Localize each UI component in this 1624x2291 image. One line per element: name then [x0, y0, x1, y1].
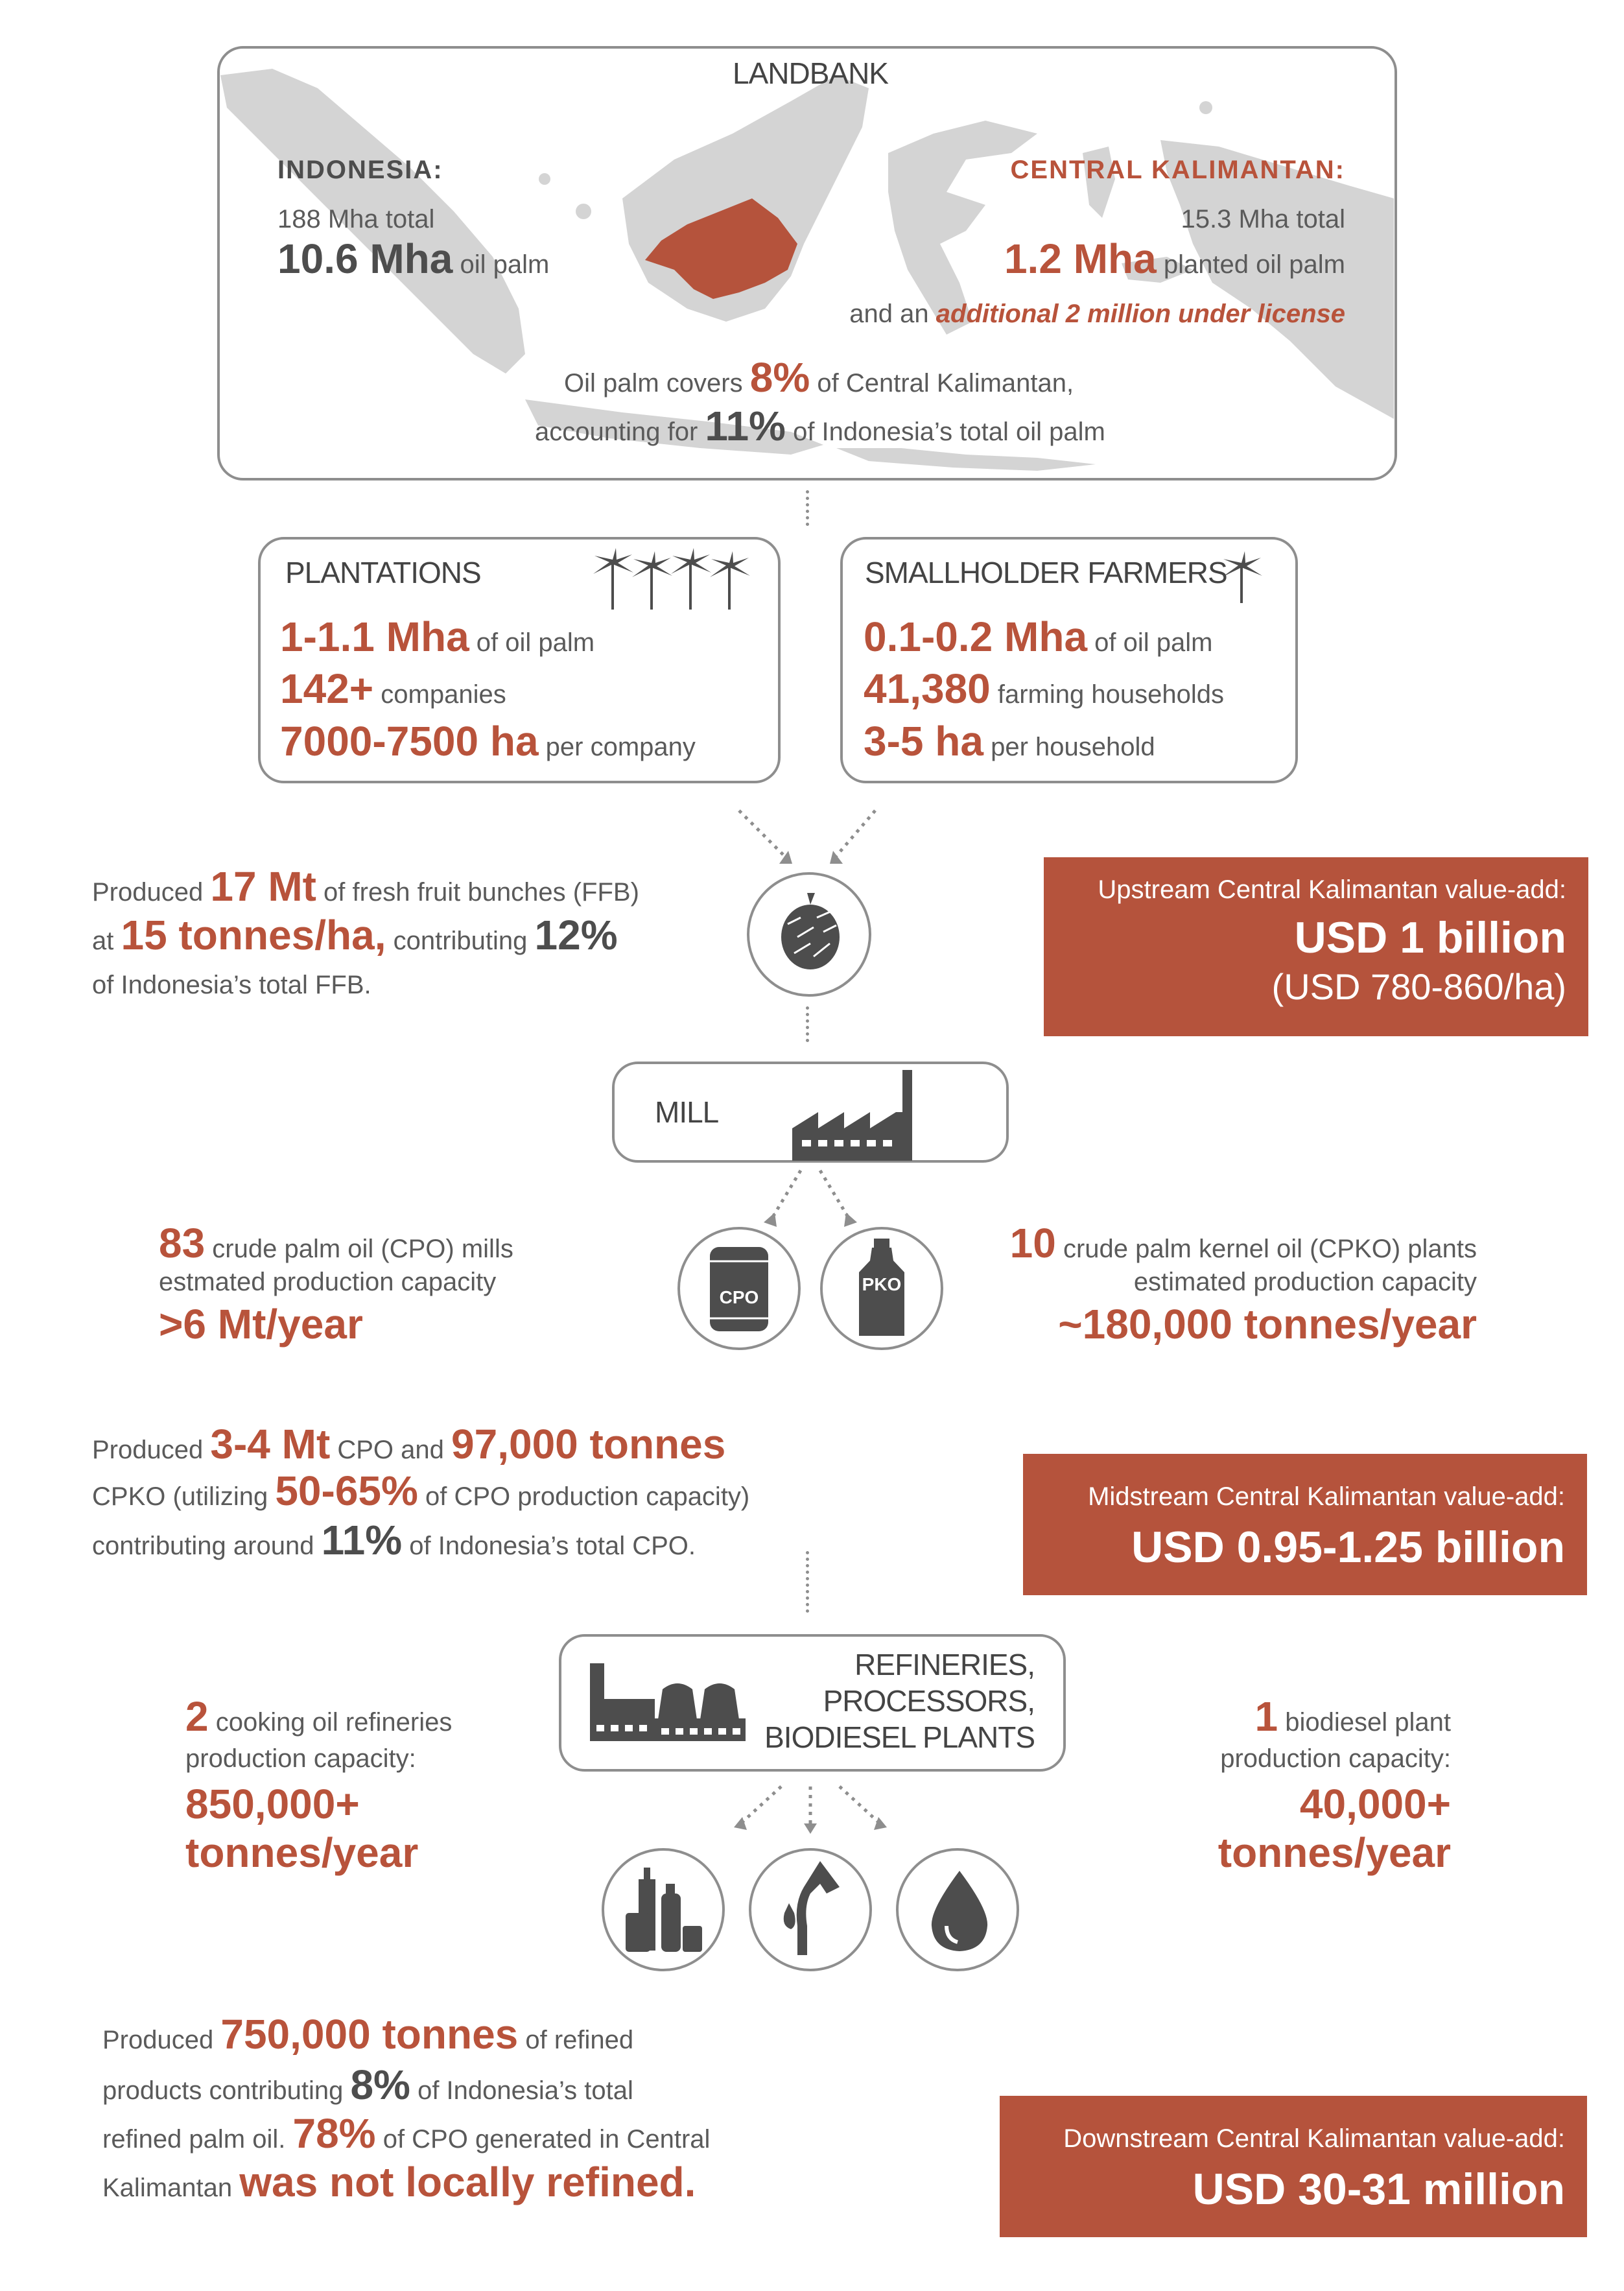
refineries-line-1: REFINERIES, [854, 1648, 1035, 1681]
central-total-suffix: total [1289, 205, 1345, 233]
smallholders-households [864, 665, 1224, 713]
midstream-value-box [1023, 1454, 1587, 1595]
cover-prefix: Oil palm covers [564, 369, 750, 398]
account-suffix: of Indonesia’s total oil palm [785, 418, 1105, 446]
downstream-label: Downstream Central Kalimantan value-add: [1063, 2124, 1565, 2153]
down-l4-value: was not locally refined. [239, 2159, 696, 2205]
central-license [778, 300, 1345, 329]
oil-drop-icon [930, 1871, 989, 1952]
downstream-line-1 [102, 2010, 633, 2058]
ffb-line-1 [92, 862, 639, 910]
ffb-l2-value2: 12% [534, 912, 618, 958]
palm-trees-icon [600, 548, 762, 613]
cooking-cap-1: 850,000+ [185, 1781, 360, 1827]
factory-icon [792, 1063, 948, 1164]
mid-l1-prefix: Produced [92, 1436, 211, 1464]
mid-l2-value: 50-65% [275, 1467, 418, 1514]
mill-title: MILL [655, 1095, 719, 1129]
cpo-mills-count-suffix: crude palm oil (CPO) mills [205, 1235, 513, 1263]
down-l1-suffix: of refined [518, 2026, 634, 2054]
upstream-value-box [1044, 857, 1588, 1036]
indonesia-total-value: 188 Mha [277, 205, 379, 233]
biodiesel-count: 1 [1254, 1693, 1278, 1740]
mid-l1-value2: 97,000 tonnes [451, 1421, 726, 1467]
cooking-line-2: production capacity: [185, 1744, 416, 1773]
smallholders-area-suffix: of oil palm [1087, 628, 1213, 657]
indonesia-oilpalm [277, 235, 549, 283]
central-planted [843, 235, 1345, 283]
biodiesel-cap-1: 40,000+ [1299, 1781, 1451, 1827]
fruit-bunch-icon [768, 892, 853, 976]
downstream-line-3 [102, 2109, 710, 2157]
upstream-label: Upstream Central Kalimantan value-add: [1098, 875, 1566, 904]
cpko-line-1 [908, 1219, 1477, 1267]
landbank-title: LANDBANK [733, 56, 888, 90]
cpo-mills-count: 83 [159, 1220, 206, 1266]
down-l1-prefix: Produced [102, 2026, 221, 2054]
cooking-count: 2 [185, 1693, 209, 1740]
mid-l3-prefix: contributing around [92, 1532, 322, 1560]
plantations-per [280, 717, 696, 765]
ffb-l2-mid: contributing [386, 927, 535, 955]
plantations-title: PLANTATIONS [285, 556, 481, 589]
upstream-value: USD 1 billion [1294, 913, 1566, 962]
plantations-per-suffix: per company [538, 733, 696, 761]
central-total-value: 15.3 Mha [1181, 205, 1289, 233]
central-license-prefix: and an [849, 300, 936, 328]
cooking-count-suffix: cooking oil refineries [208, 1708, 453, 1737]
cover-suffix: of Central Kalimantan, [810, 369, 1074, 398]
indonesia-heading: INDONESIA: [277, 156, 443, 184]
smallholders-area [864, 613, 1212, 661]
account-prefix: accounting for [535, 418, 705, 446]
cpo-mills-line-1 [159, 1219, 513, 1267]
cpko-line-2: estimated production capacity [1133, 1268, 1477, 1296]
connector-mid-refineries [806, 1551, 809, 1613]
smallholders-households-value: 41,380 [864, 665, 991, 712]
connector-landbank [806, 490, 809, 526]
cpko-count: 10 [1009, 1220, 1056, 1266]
biodiesel-count-suffix: biodiesel plant [1278, 1708, 1451, 1737]
midstream-value: USD 0.95-1.25 billion [1131, 1523, 1565, 1572]
bottles-icon [626, 1868, 703, 1958]
down-l2-suffix: of Indonesia’s total [410, 2076, 633, 2105]
cover-value: 8% [749, 354, 810, 401]
central-planted-value: 1.2 Mha [1004, 235, 1157, 282]
plantations-companies [280, 665, 506, 713]
cpo-mills-line-2: estmated production capacity [159, 1268, 497, 1296]
ffb-line-3: of Indonesia’s total FFB. [92, 971, 371, 999]
refinery-icon [590, 1663, 746, 1744]
mid-l1-value: 3-4 Mt [210, 1421, 331, 1467]
cooking-line-1 [185, 1692, 452, 1740]
cpko-count-suffix: crude palm kernel oil (CPKO) plants [1055, 1235, 1477, 1263]
plantations-area-value: 1-1.1 Mha [280, 613, 469, 660]
indonesia-total-suffix: total [378, 205, 435, 233]
ffb-l1-value: 17 Mt [210, 863, 316, 910]
midstream-line-3 [92, 1516, 696, 1564]
downstream-value: USD 30-31 million [1192, 2165, 1565, 2214]
smallholders-per-value: 3-5 ha [864, 718, 983, 765]
refineries-line-2: PROCESSORS, [823, 1684, 1035, 1718]
plantations-companies-suffix: companies [373, 680, 506, 709]
midstream-label: Midstream Central Kalimantan value-add: [1088, 1482, 1565, 1511]
smallholders-per [864, 717, 1155, 765]
down-l1-value: 750,000 tonnes [220, 2011, 519, 2058]
mid-l3-value: 11% [321, 1517, 403, 1563]
biodiesel-cap-2: tonnes/year [1218, 1829, 1451, 1876]
biodiesel-line-1 [1102, 1692, 1451, 1740]
palm-tree-icon [1219, 551, 1264, 603]
plantations-per-value: 7000-7500 ha [280, 718, 539, 765]
smallholders-area-value: 0.1-0.2 Mha [864, 613, 1088, 660]
central-planted-suffix: planted oil palm [1156, 250, 1345, 279]
downstream-value-box [1000, 2096, 1587, 2237]
ffb-l1-prefix: Produced [92, 878, 211, 907]
indonesia-oilpalm-suffix: oil palm [453, 250, 550, 279]
midstream-line-1 [92, 1420, 725, 1468]
fuel-nozzle-icon [775, 1861, 846, 1958]
downstream-line-2 [102, 2061, 633, 2109]
connector-to-ffb [733, 804, 888, 875]
cpo-mills-capacity: >6 Mt/year [159, 1301, 363, 1347]
down-l4-prefix: Kalimantan [102, 2174, 240, 2202]
ffb-l2-value: 15 tonnes/ha, [121, 912, 386, 958]
account-value: 11% [705, 403, 786, 449]
down-l3-prefix: refined palm oil. [102, 2125, 293, 2154]
upstream-sub: (USD 780-860/ha) [1271, 966, 1566, 1007]
midstream-line-2 [92, 1467, 749, 1515]
mid-l3-suffix: of Indonesia’s total CPO. [402, 1532, 696, 1560]
plantations-area [280, 613, 594, 661]
indonesia-total [277, 205, 434, 234]
plantations-companies-value: 142+ [280, 665, 374, 712]
central-heading: CENTRAL KALIMANTAN: [1010, 156, 1345, 184]
indonesia-oilpalm-value: 10.6 Mha [277, 235, 453, 282]
mid-l2-suffix: of CPO production capacity) [418, 1482, 750, 1511]
connector-refineries-products [726, 1783, 895, 1842]
down-l2-value: 8% [350, 2061, 410, 2108]
mid-l2-prefix: CPKO (utilizing [92, 1482, 276, 1511]
landbank-cover-line [564, 353, 1074, 401]
smallholders-households-suffix: farming households [990, 680, 1224, 709]
down-l3-value: 78% [292, 2110, 376, 2157]
plantations-area-suffix: of oil palm [469, 628, 595, 657]
refineries-line-3: BIODIESEL PLANTS [764, 1720, 1035, 1754]
cooking-cap-2: tonnes/year [185, 1829, 419, 1876]
smallholders-title: SMALLHOLDER FARMERS [865, 556, 1227, 589]
down-l2-prefix: products contributing [102, 2076, 351, 2105]
downstream-line-4 [102, 2158, 696, 2206]
cpo-label: CPO [719, 1287, 759, 1307]
landbank-account-line [535, 402, 1105, 450]
cpko-capacity: ~180,000 tonnes/year [1058, 1301, 1477, 1347]
central-license-text: additional 2 million under license [936, 300, 1345, 328]
mid-l1-mid: CPO and [330, 1436, 452, 1464]
central-total [908, 205, 1345, 234]
ffb-l2-prefix: at [92, 927, 121, 955]
ffb-line-2 [92, 911, 618, 959]
connector-mill-products [746, 1167, 875, 1232]
connector-ffb-mill [806, 1006, 809, 1042]
down-l3-suffix: of CPO generated in Central [375, 2125, 711, 2154]
pko-label: PKO [862, 1274, 902, 1294]
biodiesel-line-2: production capacity: [1220, 1744, 1451, 1773]
ffb-l1-suffix: of fresh fruit bunches (FFB) [316, 878, 639, 907]
smallholders-per-suffix: per household [983, 733, 1155, 761]
